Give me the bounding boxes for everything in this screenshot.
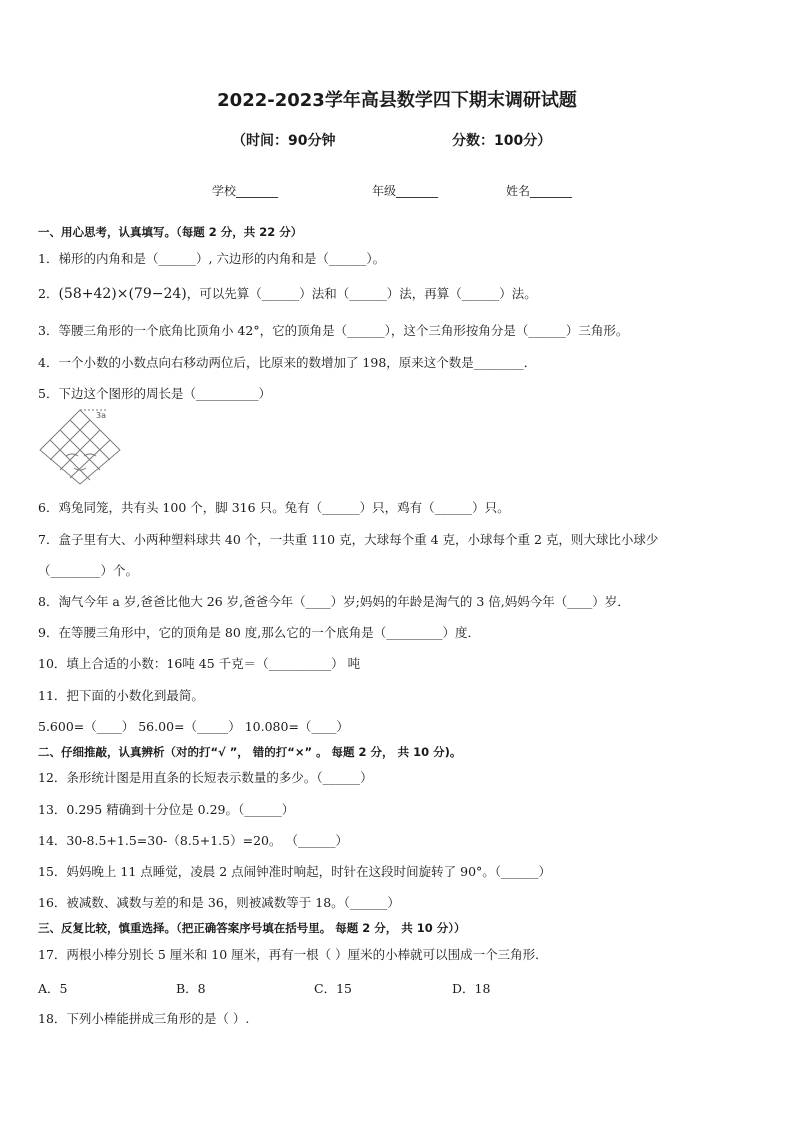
question-13: 13．0.295 精确到十分位是 0.29。（______） (38, 802, 295, 817)
name-field: 姓名_______ (506, 184, 573, 198)
grid-face-figure (36, 406, 126, 486)
question-2-text: ，可以先算（______）法和（______）法，再算（______）法。 (186, 286, 537, 301)
option-c[interactable]: C．15 (314, 981, 352, 996)
question-12: 12．条形统计图是用直条的长短表示数量的多少。（______） (38, 770, 373, 785)
question-2-expression: (58+42)×(79−24) (58, 286, 187, 302)
question-7-line-2: （________）个。 (38, 563, 139, 578)
question-10: 10．填上合适的小数：16吨 45 千克＝（__________） 吨 (38, 656, 361, 671)
section-heading-1: 一、用心思考，认真填写。（每题 2 分，共 22 分） (38, 225, 303, 239)
school-field: 学校_______ (212, 184, 279, 198)
question-7-line-1: 7．盒子里有大、小两种塑料球共 40 个，一共重 110 克，大球每个重 4 克，小球每个重 2 克，则大球比小球少 (38, 532, 659, 547)
question-2-number: 2． (38, 286, 59, 301)
section-heading-3: 三、反复比较，慎重选择。（把正确答案序号填在括号里。 每题 2 分， 共 10 分）） (38, 921, 466, 935)
question-4: 4．一个小数的小数点向右移动两位后，比原来的数增加了 198，原来这个数是________． (38, 355, 537, 370)
question-15: 15．妈妈晚上 11 点睡觉，凌晨 2 点闹钟准时响起，时针在这段时间旋转了 90°。（______） (38, 864, 552, 879)
question-16: 16．被减数、减数与差的和是 36，则被减数等于 18。（______） (38, 895, 400, 910)
question-14: 14．30-8.5+1.5=30-（8.5+1.5）=20。 （______） (38, 833, 348, 848)
question-1: 1．梯形的内角和是（______）, 六边形的内角和是（______）。 (38, 251, 386, 266)
section-heading-2: 二、仔细推敲，认真辨析（对的打“√ ”， 错的打“×” 。 每题 2 分， 共 10 分)。 (38, 745, 462, 759)
question-8: 8．淘气今年 a 岁,爸爸比他大 26 岁,爸爸今年（____）岁;妈妈的年龄是淘气的 3 倍,妈妈今年（____）岁． (38, 594, 630, 609)
question-11-items: 5.600=（____） 56.00=（_____） 10.080=（____） (38, 719, 349, 734)
option-b[interactable]: B．8 (176, 981, 206, 996)
question-5: 5．下边这个图形的周长是（__________） (38, 386, 271, 401)
figure-label: 3a (96, 411, 106, 420)
question-17: 17．两根小棒分别长 5 厘米和 10 厘米，再有一根（ ）厘米的小棒就可以围成一个三角形． (38, 947, 548, 962)
question-6: 6．鸡兔同笼，共有头 100 个，脚 316 只。兔有（______）只，鸡有（______）只。 (38, 500, 510, 515)
question-11: 11．把下面的小数化到最简。 (38, 688, 204, 703)
question-9: 9．在等腰三角形中，它的顶角是 80 度,那么它的一个底角是（_________）度． (38, 625, 481, 640)
exam-score: 分数：100分） (452, 133, 552, 149)
question-3: 3．等腰三角形的一个底角比顶角小 42°，它的顶角是（______），这个三角形按角分是（______）三角形。 (38, 323, 629, 338)
option-d[interactable]: D．18 (452, 981, 491, 996)
grade-field: 年级_______ (372, 184, 439, 198)
page-title: 2022-2023学年高县数学四下期末调研试题 (217, 90, 577, 111)
question-18: 18．下列小棒能拼成三角形的是（ ）. (38, 1011, 250, 1026)
option-a[interactable]: A．5 (38, 981, 68, 996)
question-2 (38, 286, 537, 302)
exam-time: （时间：90分钟 (232, 133, 336, 149)
